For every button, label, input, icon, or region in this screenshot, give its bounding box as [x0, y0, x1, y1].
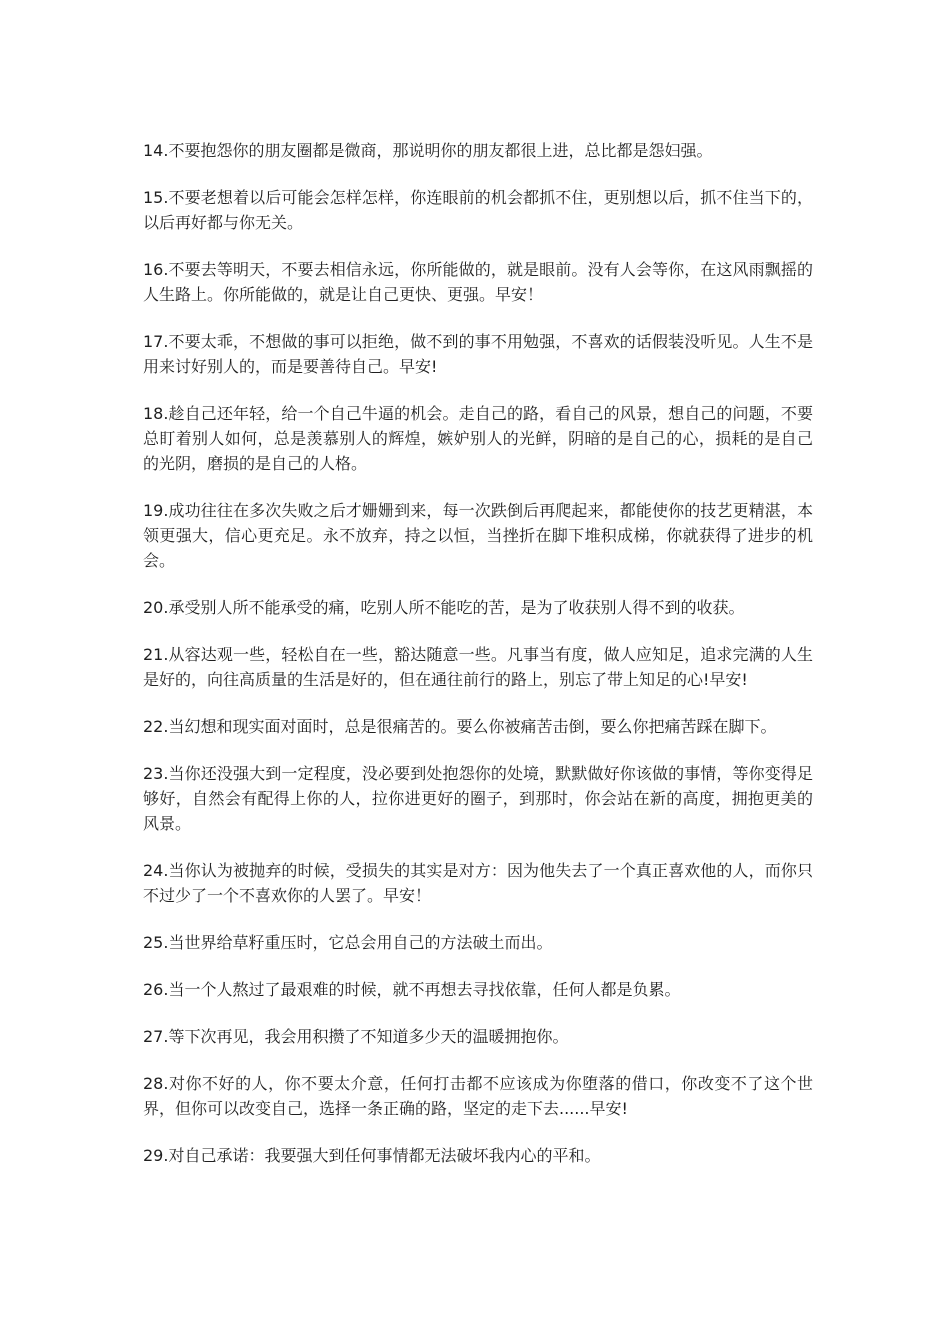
paragraph-24: 24.当你认为被抛弃的时候，受损失的其实是对方：因为他失去了一个真正喜欢他的人，而你只不过少了一个不喜欢你的人罢了。早安！ — [143, 861, 813, 905]
paragraph-21: 21.从容达观一些，轻松自在一些，豁达随意一些。凡事当有度，做人应知足，追求完满的人生是好的，向往高质量的生活是好的，但在通往前行的路上，别忘了带上知足的心!早安! — [143, 645, 813, 689]
paragraph-15: 15.不要老想着以后可能会怎样怎样，你连眼前的机会都抓不住，更别想以后，抓不住当下的，以后再好都与你无关。 — [143, 188, 813, 232]
paragraph-18: 18.趁自己还年轻，给一个自己牛逼的机会。走自己的路，看自己的风景，想自己的问题，不要总盯着别人如何，总是羡慕别人的辉煌，嫉妒别人的光鲜，阴暗的是自己的心，损耗的是自己的光阴，磨损的是自己的人格。 — [143, 404, 813, 473]
paragraph-26: 26.当一个人熬过了最艰难的时候，就不再想去寻找依靠，任何人都是负累。 — [143, 980, 681, 999]
paragraph-29: 29.对自己承诺：我要强大到任何事情都无法破坏我内心的平和。 — [143, 1146, 601, 1165]
paragraph-22: 22.当幻想和现实面对面时，总是很痛苦的。要么你被痛苦击倒，要么你把痛苦踩在脚下。 — [143, 717, 777, 736]
paragraph-25: 25.当世界给草籽重压时，它总会用自己的方法破土而出。 — [143, 933, 553, 952]
document-body — [143, 138, 813, 1190]
paragraph-20: 20.承受别人所不能承受的痛，吃别人所不能吃的苦，是为了收获别人得不到的收获。 — [143, 598, 745, 617]
paragraph-28: 28.对你不好的人，你不要太介意，任何打击都不应该成为你堕落的借口，你改变不了这个世界，但你可以改变自己，选择一条正确的路，坚定的走下去......早安! — [143, 1074, 813, 1118]
paragraph-23: 23.当你还没强大到一定程度，没必要到处抱怨你的处境，默默做好你该做的事情，等你变得足够好，自然会有配得上你的人，拉你进更好的圈子，到那时，你会站在新的高度，拥抱更美的风景。 — [143, 764, 813, 833]
paragraph-14: 14.不要抱怨你的朋友圈都是微商，那说明你的朋友都很上进，总比都是怨妇强。 — [143, 141, 713, 160]
paragraph-17: 17.不要太乖，不想做的事可以拒绝，做不到的事不用勉强，不喜欢的话假装没听见。人生不是用来讨好别人的，而是要善待自己。早安! — [143, 332, 813, 376]
paragraph-16: 16.不要去等明天，不要去相信永远，你所能做的，就是眼前。没有人会等你，在这风雨飘摇的人生路上。你所能做的，就是让自己更快、更强。早安！ — [143, 260, 813, 304]
paragraph-19: 19.成功往往在多次失败之后才姗姗到来，每一次跌倒后再爬起来，都能使你的技艺更精湛，本领更强大，信心更充足。永不放弃，持之以恒，当挫折在脚下堆积成梯，你就获得了进步的机会。 — [143, 501, 813, 570]
paragraph-27: 27.等下次再见，我会用积攒了不知道多少天的温暖拥抱你。 — [143, 1027, 569, 1046]
